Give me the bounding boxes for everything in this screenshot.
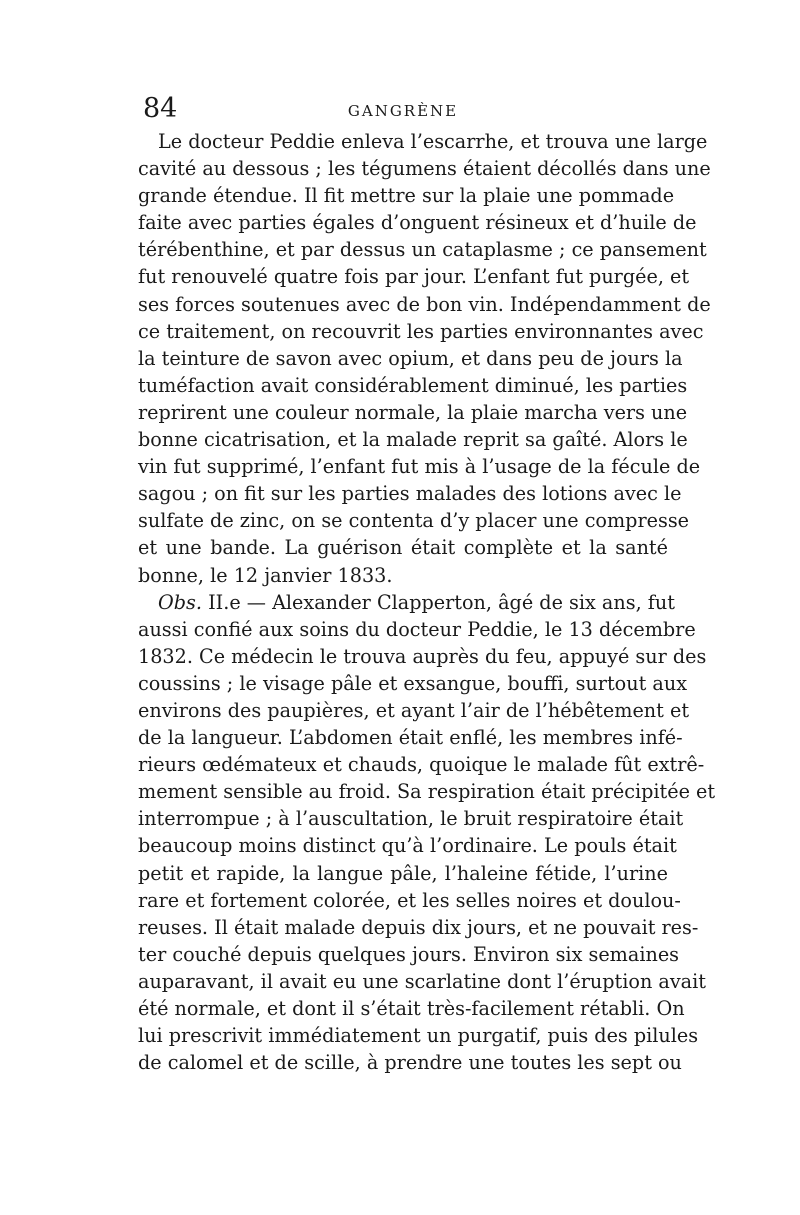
text-line: la teinture de savon avec opium, et dans peu de jours la: [138, 346, 683, 370]
text-line: rare et fortement colorée, et les selles noires et doulou-: [138, 888, 681, 912]
text-line: été normale, et dont il s’était très-facilement rétabli. On: [138, 997, 685, 1020]
text-line: reprirent une couleur normale, la plaie marcha vers une: [138, 400, 688, 424]
text-line: reuses. Il était malade depuis dix jours, et ne pouvait res-: [138, 915, 699, 939]
text-line: rieurs œdémateux et chauds, quoique le malade fût extrê-: [138, 753, 705, 777]
text-line: mement sensible au froid. Sa respiration était précipitée et: [138, 780, 716, 804]
text-line: beaucoup moins distinct qu’à l’ordinaire. Le pouls était: [138, 834, 677, 858]
text-line: tuméfaction avait considérablement diminué, les parties: [138, 373, 688, 397]
text-line: sulfate de zinc, on se contenta d’y placer une compresse: [138, 509, 690, 533]
text-line: bonne cicatrisation, et la malade reprit sa gaîté. Alors le: [138, 428, 688, 452]
text-line: auparavant, il avait eu une scarlatine dont l’éruption avait: [138, 969, 706, 993]
text-line: interrompue ; à l’auscultation, le bruit respiratoire était: [138, 807, 684, 831]
text-line: et une bande. La guérison était complète et la santé: [138, 536, 668, 560]
page-header: [143, 92, 663, 126]
text-line: bonne, le 12 janvier 1833.: [138, 563, 393, 587]
text-line: fut renouvelé quatre fois par jour. L’enfant fut purgée, et: [138, 265, 690, 289]
text-line: faite avec parties égales d’onguent résineux et d’huile de: [138, 211, 697, 235]
text-line: aussi confié aux soins du docteur Peddie, le 13 décembre: [138, 617, 696, 641]
text-line: coussins ; le visage pâle et exsangue, bouffi, surtout aux: [138, 671, 688, 695]
text-line: environs des paupières, et ayant l’air de l’hébêtement et: [138, 698, 690, 722]
page-number: 84: [143, 93, 178, 124]
text-line: ses forces soutenues avec de bon vin. Indépendamment de: [138, 292, 711, 316]
text-line: térébenthine, et par dessus un cataplasme ; ce pansement: [138, 238, 707, 262]
text-line: de la langueur. L’abdomen était enflé, les membres infé-: [138, 726, 683, 750]
text-line: lui prescrivit immédiatement un purgatif, puis des pilules: [138, 1024, 699, 1048]
text-line: grande étendue. Il fit mettre sur la plaie une pommade: [138, 184, 675, 208]
text-line: 1832. Ce médecin le trouva auprès du feu, appuyé sur des: [138, 644, 707, 668]
text-line: cavité au dessous ; les tégumens étaient décollés dans une: [138, 157, 711, 181]
text-line: Obs. II.e — Alexander Clapperton, âgé de six ans, fut: [158, 590, 675, 614]
text-line: sagou ; on fit sur les parties malades des lotions avec le: [138, 482, 682, 506]
text-line: Le docteur Peddie enleva l’escarrhe, et trouva une large: [158, 130, 708, 153]
text-line: ce traitement, on recouvrit les parties environnantes avec: [138, 319, 704, 343]
text-line: de calomel et de scille, à prendre une toutes les sept ou: [138, 1051, 682, 1075]
text-line: vin fut supprimé, l’enfant fut mis à l’usage de la fécule de: [138, 455, 701, 479]
text-line: ter couché depuis quelques jours. Environ six semaines: [138, 942, 680, 966]
text-line: petit et rapide, la langue pâle, l’haleine fétide, l’urine: [138, 861, 668, 885]
running-head: GANGRÈNE: [347, 102, 459, 120]
body-text: [138, 128, 716, 1076]
